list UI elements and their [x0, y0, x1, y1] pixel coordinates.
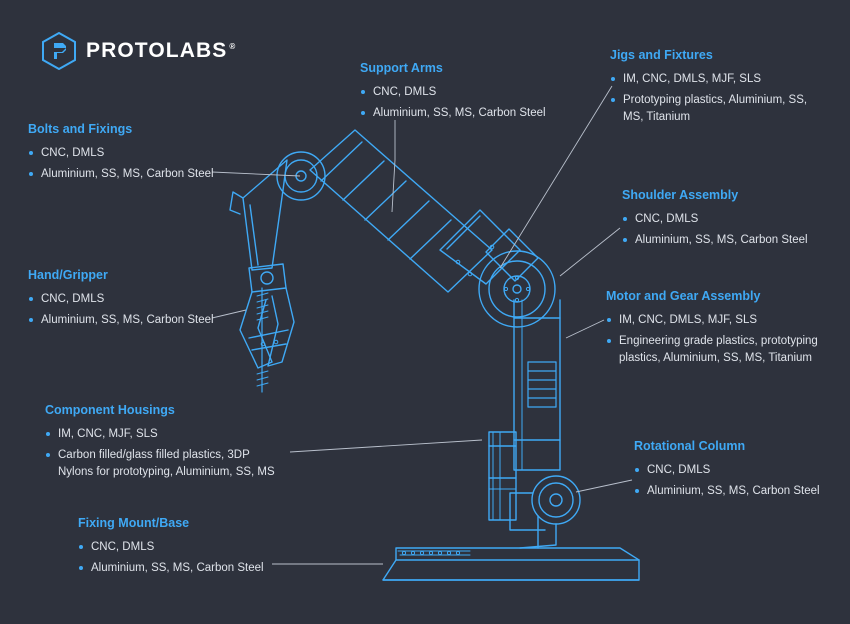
list-item-subtext: Nylons for prototyping, Aluminium, SS, MS	[58, 466, 275, 479]
callout-list	[610, 71, 815, 127]
list-item	[28, 312, 243, 329]
list-item-text: Aluminium, SS, MS, Carbon Steel	[41, 313, 214, 326]
list-item-text: CNC, DMLS	[41, 292, 105, 305]
callout-list	[622, 211, 837, 250]
callout-bolts-and-fixings	[28, 122, 243, 187]
callout-component-housings	[45, 403, 295, 485]
list-item-text: Aluminium, SS, MS, Carbon Steel	[41, 167, 214, 180]
bullet-icon	[29, 151, 33, 155]
list-item-text: CNC, DMLS	[91, 540, 155, 553]
bullet-icon	[607, 318, 611, 322]
callout-title: Bolts and Fixings	[28, 122, 133, 136]
callout-title: Jigs and Fixtures	[610, 48, 713, 62]
list-item-text: Prototyping plastics, Aluminium, SS, MS, Titanium	[623, 93, 808, 124]
list-item	[28, 291, 243, 308]
list-item	[622, 211, 837, 228]
callout-title: Fixing Mount/Base	[78, 516, 190, 530]
bullet-icon	[79, 566, 83, 570]
list-item-text: CNC, DMLS	[635, 212, 699, 225]
callout-title: Hand/Gripper	[28, 268, 108, 282]
callout-title: Motor and Gear Assembly	[606, 289, 761, 303]
callout-list	[28, 291, 243, 330]
list-item	[78, 539, 308, 556]
callout-list	[78, 539, 308, 578]
bullet-icon	[607, 339, 611, 343]
list-item-text: CNC, DMLS	[41, 146, 105, 159]
list-item	[610, 71, 815, 88]
list-item-text: CNC, DMLS	[647, 463, 711, 476]
list-item-text: Engineering grade plastics, prototyping plastics, Aluminium, SS, MS, Titanium	[619, 334, 818, 365]
list-item	[28, 166, 243, 183]
bullet-icon	[611, 98, 615, 102]
callout-title: Component Housings	[45, 403, 175, 417]
list-item-text: Aluminium, SS, MS, Carbon Steel	[647, 484, 820, 497]
list-item	[28, 145, 243, 162]
list-item-text: Carbon filled/glass filled plastics, 3DP	[58, 448, 250, 461]
callout-support-arms	[360, 61, 575, 126]
list-item-text: CNC, DMLS	[373, 85, 437, 98]
list-item-text: IM, CNC, DMLS, MJF, SLS	[623, 72, 762, 85]
callout-hand-gripper	[28, 268, 243, 333]
callout-title: Shoulder Assembly	[622, 188, 739, 202]
callout-list	[28, 145, 243, 184]
list-item-text: Aluminium, SS, MS, Carbon Steel	[91, 561, 264, 574]
callout-list	[45, 426, 295, 482]
callout-fixing-mount-base	[78, 516, 308, 581]
callout-motor-and-gear-assembly	[606, 289, 828, 371]
bullet-icon	[623, 238, 627, 242]
list-item	[78, 560, 308, 577]
callout-rotational-column	[634, 439, 849, 504]
protolabs-hex-logo-icon	[42, 32, 76, 70]
list-item	[360, 84, 575, 101]
callout-title: Support Arms	[360, 61, 443, 75]
list-item-text: Aluminium, SS, MS, Carbon Steel	[373, 106, 546, 119]
bullet-icon	[361, 90, 365, 94]
brand-trademark: ®	[229, 42, 236, 51]
bullet-icon	[29, 297, 33, 301]
callout-list	[360, 84, 575, 123]
bullet-icon	[29, 172, 33, 176]
list-item	[360, 105, 575, 122]
bullet-icon	[29, 318, 33, 322]
callout-jigs-and-fixtures	[610, 48, 815, 130]
brand-name: PROTOLABS	[86, 39, 228, 62]
list-item	[634, 483, 849, 500]
list-item-text: IM, CNC, DMLS, MJF, SLS	[619, 313, 758, 326]
bullet-icon	[361, 111, 365, 115]
callout-list	[606, 312, 828, 368]
callout-list	[634, 462, 849, 501]
list-item-text: Aluminium, SS, MS, Carbon Steel	[635, 233, 808, 246]
list-item	[45, 447, 295, 482]
bullet-icon	[623, 217, 627, 221]
bullet-icon	[635, 489, 639, 493]
list-item	[610, 92, 815, 127]
protolabs-logo	[42, 32, 235, 70]
bullet-icon	[46, 432, 50, 436]
bullet-icon	[611, 77, 615, 81]
list-item	[634, 462, 849, 479]
bullet-icon	[635, 468, 639, 472]
list-item	[45, 426, 295, 443]
list-item	[606, 333, 828, 368]
callout-title: Rotational Column	[634, 439, 746, 453]
callout-shoulder-assembly	[622, 188, 837, 253]
list-item	[606, 312, 828, 329]
list-item-text: IM, CNC, MJF, SLS	[58, 427, 158, 440]
brand-wordmark	[86, 39, 235, 63]
list-item	[622, 232, 837, 249]
bullet-icon	[46, 453, 50, 457]
bullet-icon	[79, 545, 83, 549]
